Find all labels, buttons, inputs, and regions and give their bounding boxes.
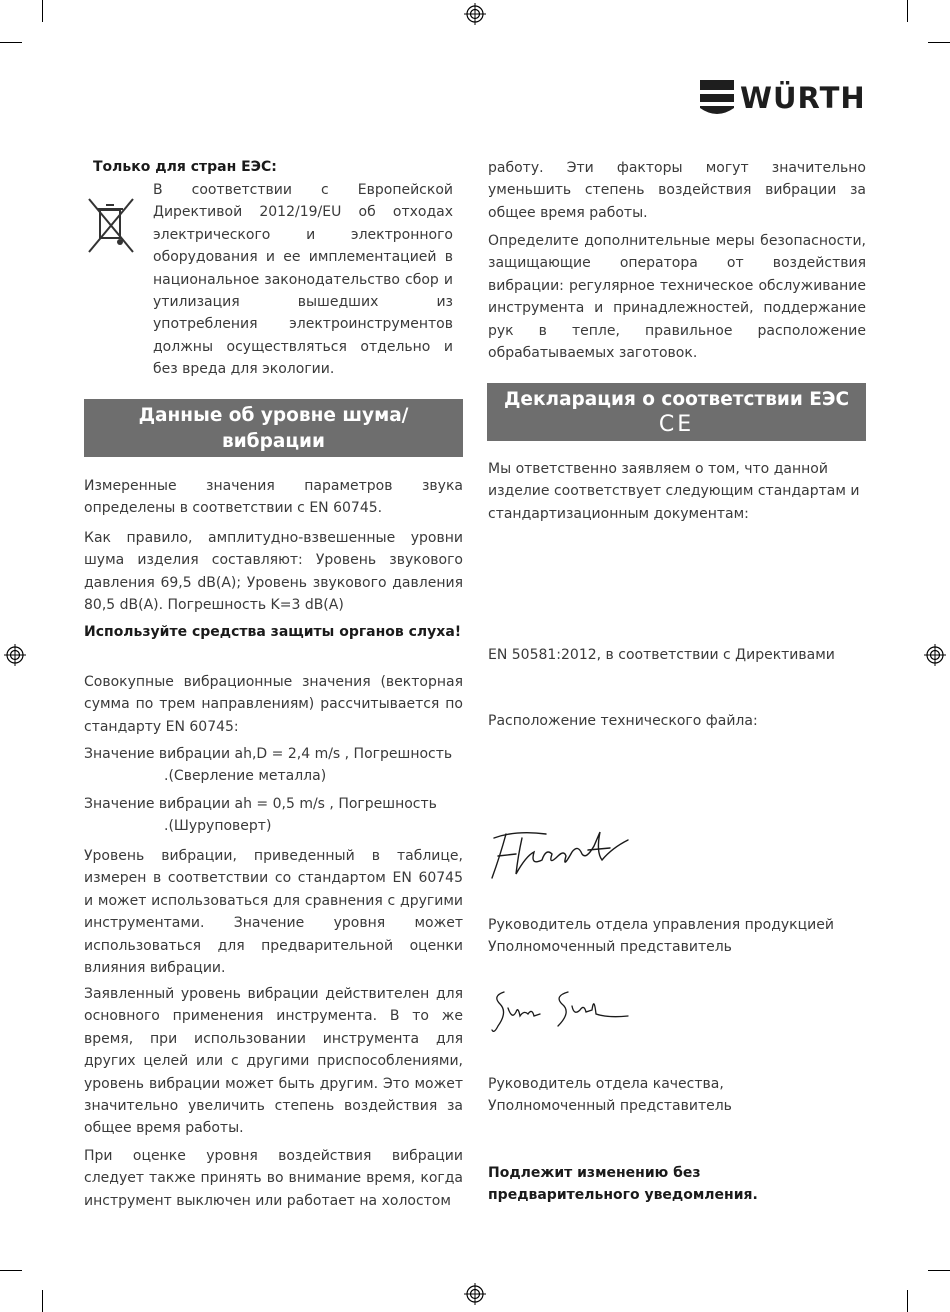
registration-mark-icon	[464, 1283, 486, 1305]
crop-mark	[0, 1270, 22, 1271]
hearing-protection-warning: Используйте средства защиты органов слуха!	[84, 624, 462, 640]
vibration-paragraph-1: Совокупные вибрационные значения (векторная сумма по трем направлениям) рассчитывается по стандарту EN 60745:	[84, 674, 463, 735]
change-notice-line1: Подлежит изменению без	[488, 1165, 701, 1181]
signatory-1-role	[488, 914, 866, 959]
wurth-logo	[700, 80, 866, 116]
declaration-text: Мы ответственно заявляем о том, что данной изделие соответствует следующим стандартам и стандартизационным документам:	[488, 461, 860, 522]
signatory-2-role	[488, 1073, 866, 1118]
vibration-value-drilling-line2: .(Сверление металла)	[164, 768, 327, 785]
crop-mark	[928, 42, 950, 43]
vibration-value-screwdriver-line2: .(Шуруповерт)	[164, 818, 272, 835]
registration-mark-icon	[464, 3, 486, 25]
signature-product-management	[486, 826, 634, 884]
noise-paragraph-2: Как правило, амплитудно-взвешенные уровни шума изделия составляют: Уровень звукового давления 69,5 dB(A); Уровень звукового давления 80,5 dB(A). Погрешность K=3 dB(A)	[84, 530, 463, 614]
crop-mark	[928, 1270, 950, 1271]
registration-mark-icon	[4, 644, 26, 666]
technical-file-location: Расположение технического файла:	[488, 713, 758, 729]
wurth-logo-mark-icon	[700, 80, 734, 116]
crop-mark	[42, 0, 43, 22]
registration-mark-icon	[924, 644, 946, 666]
vibration-value-drilling	[84, 743, 463, 788]
signatory-2-role-line2: Уполномоченный представитель	[488, 1098, 732, 1115]
weee-text: В соответствии с Европейской Директивой 2012/19/EU об отходах электрического и электронного оборудования и ее имплементацией в национальное законодательство сбор и утилизация вышедших из употребления электроинструментов должны осуществляться отдельно и без вреда для экологии.	[153, 182, 453, 378]
crop-mark	[907, 0, 908, 22]
noise-paragraph-1: Измеренные значения параметров звука определены в соответствии с EN 60745.	[84, 478, 463, 517]
crop-mark	[0, 42, 22, 43]
noise-header-line1: Данные об уровне шума/	[138, 405, 409, 426]
weee-heading: Только для стран ЕЭС:	[93, 159, 277, 175]
signatory-2-role-line1: Руководитель отдела качества,	[488, 1076, 724, 1092]
noise-header-line2: вибрации	[222, 431, 325, 452]
wurth-logo-text: WÜRTH	[740, 81, 866, 115]
noise-section-header	[84, 399, 463, 457]
vibration-value-screwdriver	[84, 793, 463, 838]
right-paragraph-2: Определите дополнительные меры безопасности, защищающие оператора от воздействия вибрации: регулярное техническое обслуживание инструмента и принадлежностей, поддержание рук в тепле, правильное расположение обрабатываемых заготовок.	[488, 233, 866, 362]
signatory-1-role-line2: Уполномоченный представитель	[488, 939, 732, 956]
ce-mark-icon: CE	[658, 412, 695, 437]
vibration-value-screwdriver-line1: Значение вибрации ah = 0,5 m/s , Погрешность	[84, 796, 437, 812]
change-notice	[488, 1162, 866, 1207]
standard-reference: EN 50581:2012, в соответствии с Директивами	[488, 647, 835, 663]
signature-quality	[488, 986, 630, 1038]
crossed-bin-icon	[86, 196, 136, 258]
declaration-header-title: Декларация о соответствии ЕЭС	[503, 389, 850, 410]
change-notice-line2: предварительного уведомления.	[488, 1187, 758, 1204]
vibration-paragraph-2: Уровень вибрации, приведенный в таблице, измерен в соответствии со стандартом EN 60745 и может использоваться для сравнения с другими инструментами. Значение уровня может использоваться для предварительной оценки влияния вибрации.	[84, 848, 463, 977]
vibration-paragraph-4: При оценке уровня воздействия вибрации следует также принять во внимание время, когда инструмент выключен или работает на холостом	[84, 1148, 463, 1209]
signatory-1-role-line1: Руководитель отдела управления продукцией	[488, 917, 834, 933]
right-paragraph-1: работу. Эти факторы могут значительно уменьшить степень воздействия вибрации за общее время работы.	[488, 160, 866, 221]
vibration-paragraph-3: Заявленный уровень вибрации действителен для основного применения инструмента. В то же время, при использовании инструмента для других целей или с другими приспособлениями, уровень вибрации может быть другим. Это может значительно увеличить степень воздействия за общее время работы.	[84, 986, 463, 1137]
declaration-section-header	[487, 383, 866, 441]
vibration-value-drilling-line1: Значение вибрации ah,D = 2,4 m/s , Погрешность	[84, 746, 453, 762]
crop-mark	[907, 1290, 908, 1312]
crop-mark	[42, 1290, 43, 1312]
